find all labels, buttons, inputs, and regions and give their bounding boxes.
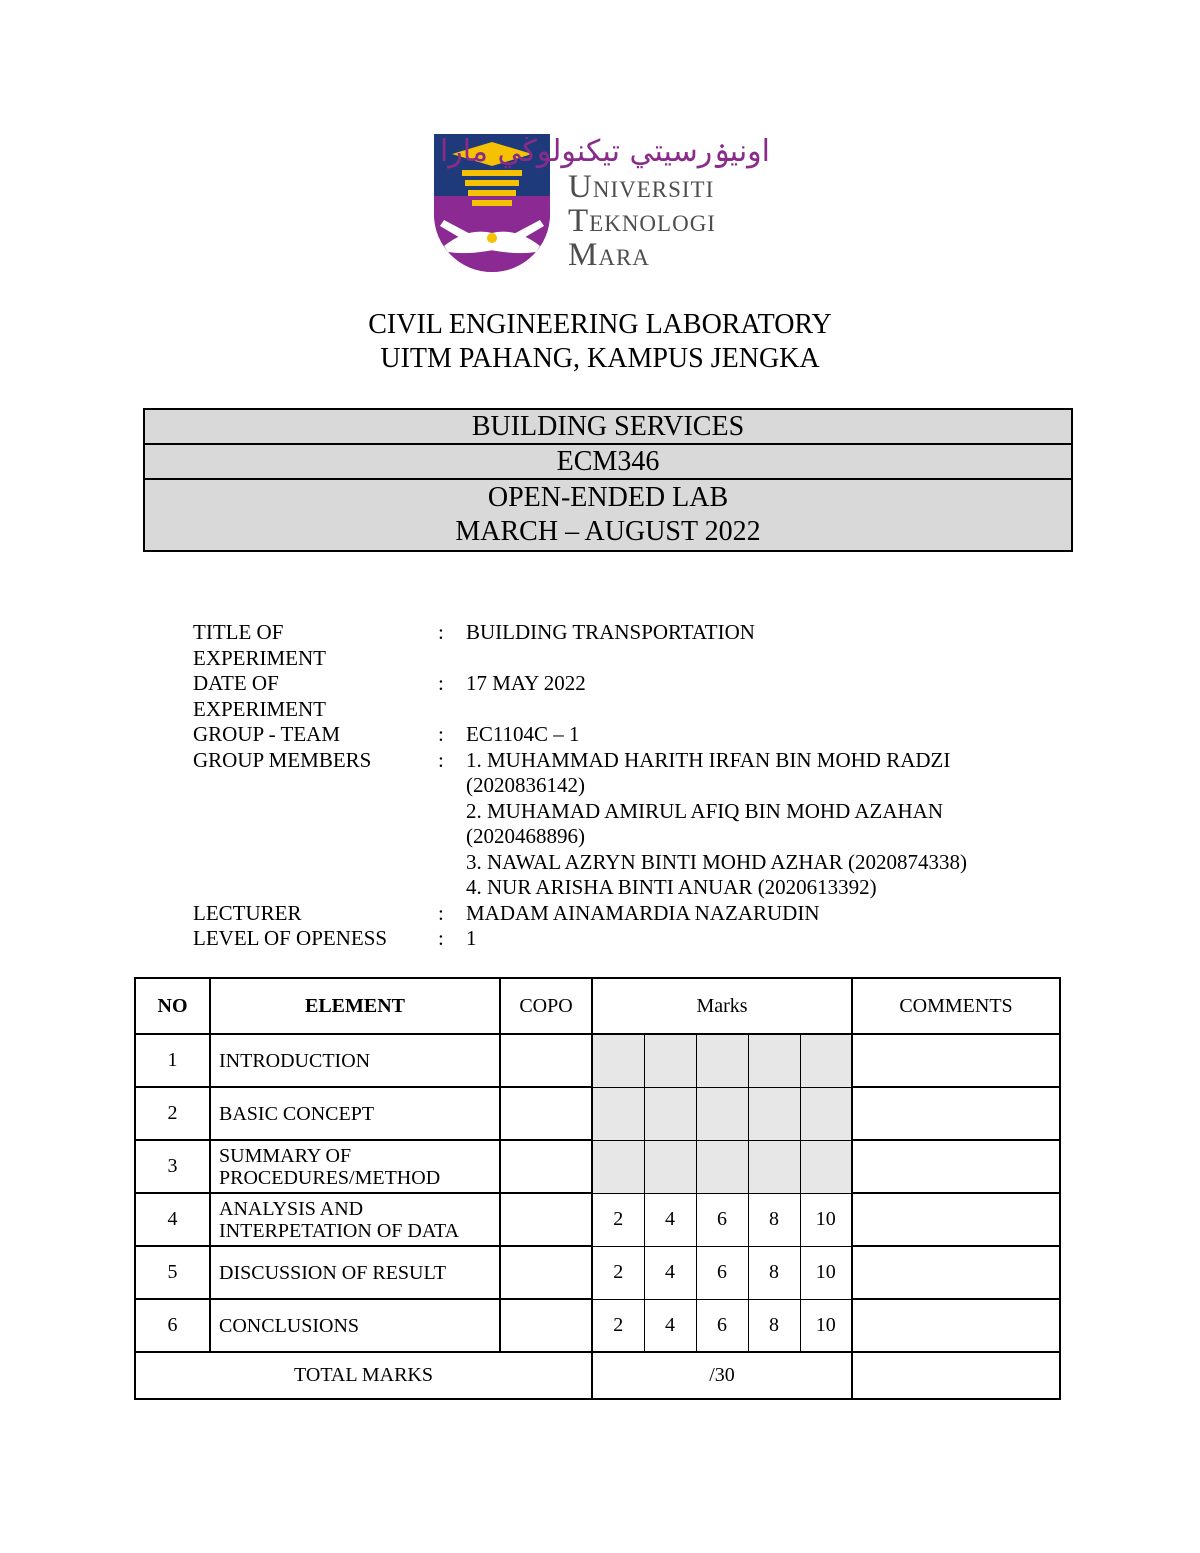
copo-cell[interactable] [500,1246,592,1299]
comments-cell[interactable] [852,1087,1060,1140]
info-row-title [193,620,1026,671]
comments-cell[interactable] [852,1246,1060,1299]
info-colon: : [438,620,444,644]
info-row-lecturer [193,901,1026,927]
header-no: NO [135,978,210,1034]
logo-jawi-text: اونيۏرسيتي تيكنولوڬي مارا [439,134,770,169]
shaded-mark-cell [800,1034,852,1087]
row-element: ANALYSIS AND INTERPETATION OF DATA [210,1193,500,1246]
row-element: DISCUSSION OF RESULT [210,1246,500,1299]
member-line: 2. MUHAMAD AMIRUL AFIQ BIN MOHD AZAHAN [466,798,943,823]
row-no: 1 [135,1034,210,1087]
mark-option[interactable]: 6 [696,1246,748,1299]
total-value[interactable]: /30 [592,1352,852,1399]
mark-option[interactable]: 8 [748,1193,800,1246]
info-value: 1 [466,926,477,950]
table-row [135,1299,1060,1352]
course-subject: BUILDING SERVICES [145,410,1071,445]
row-no: 3 [135,1140,210,1193]
mark-option[interactable]: 4 [644,1246,696,1299]
logo-name-line: Teknologi [568,203,716,239]
info-colon: : [438,926,444,950]
mark-option[interactable]: 2 [592,1299,644,1352]
comments-cell[interactable] [852,1140,1060,1193]
course-lab: OPEN-ENDED LAB [487,482,729,513]
shaded-mark-cell [592,1034,644,1087]
row-element: INTRODUCTION [210,1034,500,1087]
copo-cell[interactable] [500,1034,592,1087]
shaded-mark-cell [696,1140,748,1193]
logo-university-name [568,170,716,272]
mark-option[interactable]: 10 [800,1193,852,1246]
info-colon: : [438,747,444,772]
header-copo: COPO [500,978,592,1034]
table-row [135,1034,1060,1087]
info-row-group [193,722,1026,748]
copo-cell[interactable] [500,1193,592,1246]
shaded-mark-cell [748,1034,800,1087]
info-row-openess [193,926,1026,952]
copo-cell[interactable] [500,1140,592,1193]
shaded-mark-cell [800,1140,852,1193]
info-value: MADAM AINAMARDIA NAZARUDIN [466,900,820,925]
table-row [135,1246,1060,1299]
row-element: BASIC CONCEPT [210,1087,500,1140]
course-session: MARCH – AUGUST 2022 [455,516,761,547]
info-value: 17 MAY 2022 [466,671,586,695]
info-label: TITLE OF EXPERIMENT [193,620,326,670]
info-colon: : [438,722,444,746]
member-line: (2020468896) [466,824,585,848]
info-row-date [193,671,1026,722]
mark-option[interactable]: 10 [800,1299,852,1352]
total-row [135,1352,1060,1399]
mark-option[interactable]: 2 [592,1246,644,1299]
copo-cell[interactable] [500,1299,592,1352]
mark-option[interactable]: 4 [644,1193,696,1246]
header-comments: COMMENTS [852,978,1060,1034]
total-label: TOTAL MARKS [135,1352,592,1399]
shaded-mark-cell [644,1087,696,1140]
info-colon: : [438,671,444,695]
row-element: CONCLUSIONS [210,1299,500,1352]
comments-cell[interactable] [852,1299,1060,1352]
mark-option[interactable]: 6 [696,1299,748,1352]
campus-title: UITM PAHANG, KAMPUS JENGKA [380,343,820,374]
mark-option[interactable]: 8 [748,1299,800,1352]
marks-table [134,977,1061,1400]
course-box [143,408,1073,552]
info-label: LECTURER [193,900,302,925]
shaded-mark-cell [800,1087,852,1140]
mark-option[interactable]: 2 [592,1193,644,1246]
row-no: 4 [135,1193,210,1246]
mark-option[interactable]: 10 [800,1246,852,1299]
header-marks: Marks [592,978,852,1034]
lab-title: CIVIL ENGINEERING LABORATORY [368,309,832,340]
table-row [135,1087,1060,1140]
table-header-row [135,978,1060,1034]
shaded-mark-cell [592,1087,644,1140]
shaded-mark-cell [644,1140,696,1193]
shaded-mark-cell [748,1140,800,1193]
member-line: (2020836142) [466,773,585,797]
shaded-mark-cell [696,1087,748,1140]
shaded-mark-cell [592,1140,644,1193]
shaded-mark-cell [644,1034,696,1087]
info-colon: : [438,900,444,925]
member-line: 3. NAWAL AZRYN BINTI MOHD AZHAR (2020874338) [466,849,967,874]
header-element: ELEMENT [210,978,500,1034]
table-row [135,1193,1060,1246]
comments-cell[interactable] [852,1352,1060,1399]
course-code: ECM346 [145,445,1071,480]
experiment-info [193,620,1026,952]
info-label: DATE OF EXPERIMENT [193,671,326,721]
row-no: 6 [135,1299,210,1352]
logo-name-line: Universiti [568,169,715,205]
row-no: 5 [135,1246,210,1299]
course-lab-session [145,480,1071,550]
mark-option[interactable]: 4 [644,1299,696,1352]
comments-cell[interactable] [852,1193,1060,1246]
shaded-mark-cell [696,1034,748,1087]
info-label: GROUP - TEAM [193,722,341,746]
shaded-mark-cell [748,1087,800,1140]
info-value: BUILDING TRANSPORTATION [466,620,755,644]
copo-cell[interactable] [500,1087,592,1140]
info-label: LEVEL OF OPENESS [193,926,388,950]
members-list [466,748,1026,901]
mark-option[interactable]: 8 [748,1246,800,1299]
mark-option[interactable]: 6 [696,1193,748,1246]
logo-name-line: Mara [568,237,650,273]
member-line: 4. NUR ARISHA BINTI ANUAR (2020613392) [466,875,877,899]
uitm-logo [434,134,774,274]
info-row-members [193,748,1026,901]
info-label: GROUP MEMBERS [193,747,372,772]
row-no: 2 [135,1087,210,1140]
comments-cell[interactable] [852,1034,1060,1087]
row-element: SUMMARY OF PROCEDURES/METHOD [210,1140,500,1193]
info-value: EC1104C – 1 [466,722,580,746]
member-line: 1. MUHAMMAD HARITH IRFAN BIN MOHD RADZI [466,747,951,772]
table-row [135,1140,1060,1193]
